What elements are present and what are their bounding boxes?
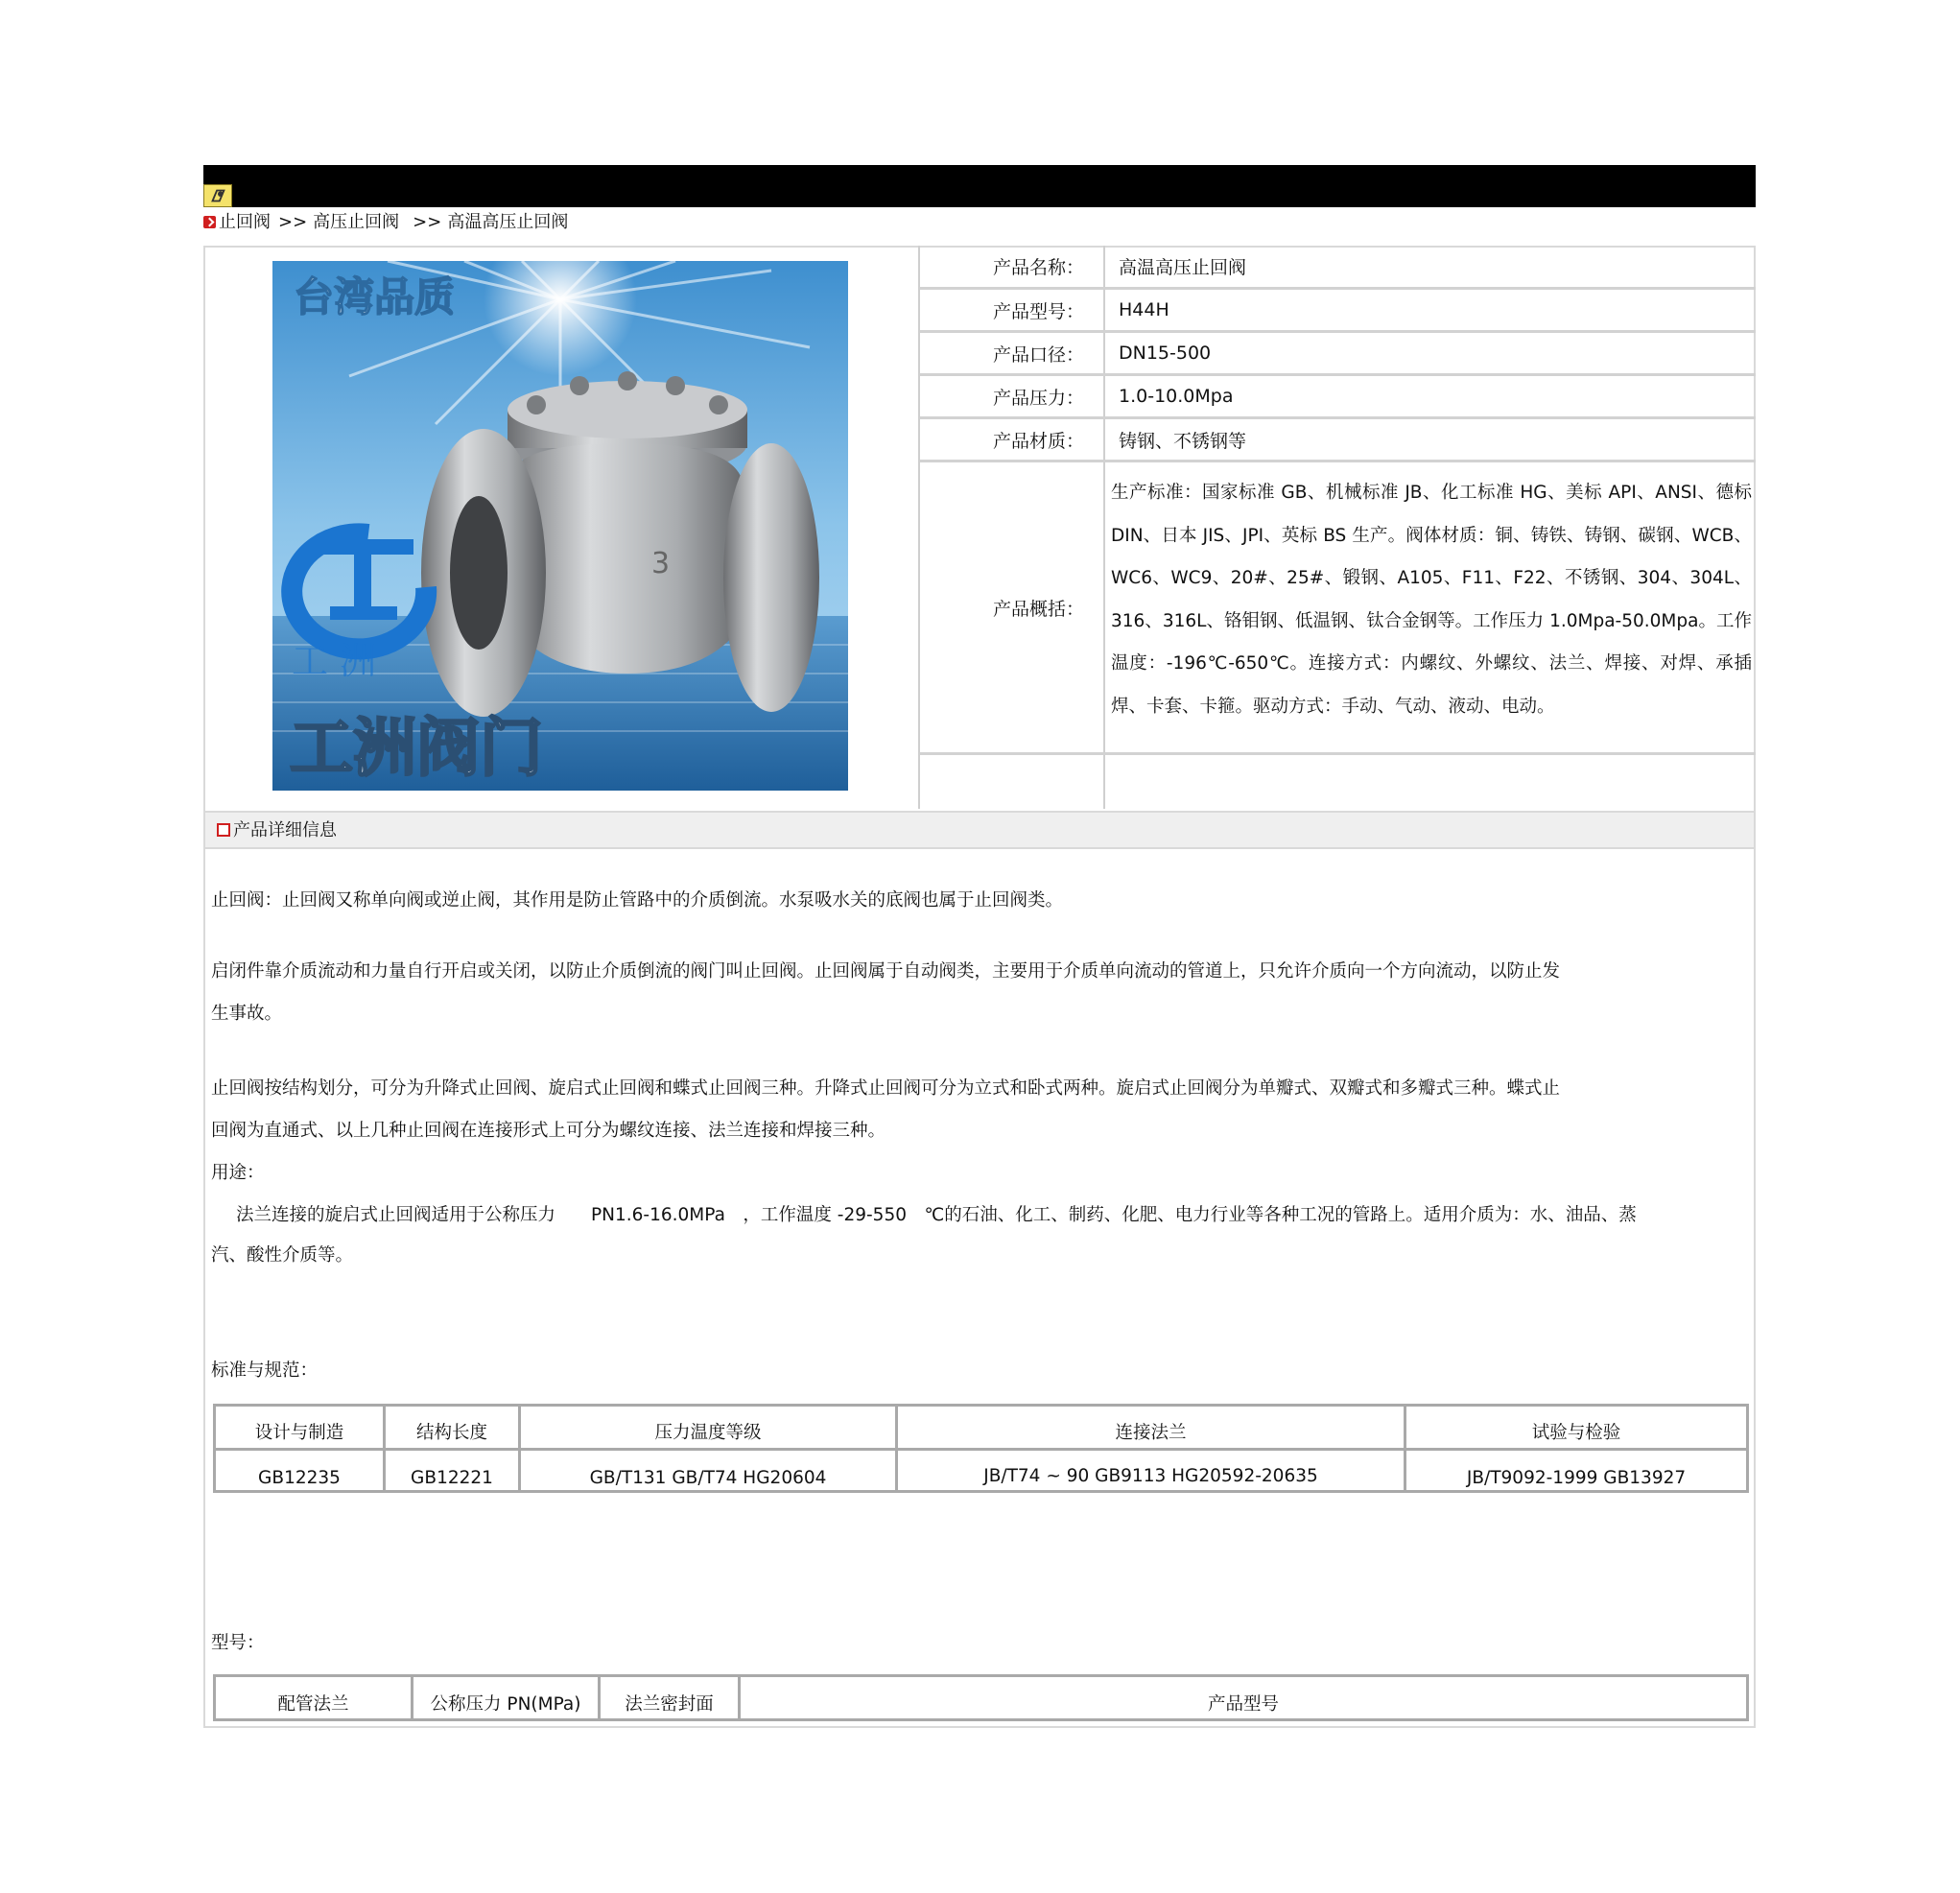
spec-row-empty — [920, 755, 1756, 809]
spec-row-model — [920, 290, 1756, 333]
spec-row-name — [920, 246, 1756, 290]
table-header-cell: 产品型号 — [1207, 1694, 1279, 1715]
table-header-cell: 配管法兰 — [216, 1677, 413, 1718]
spec-table — [918, 246, 1756, 809]
standards-title: 标准与规范： — [211, 1361, 319, 1381]
spec-label: 产品概括： — [920, 462, 1105, 752]
table-cell: JB/T9092-1999 GB13927 — [1466, 1468, 1687, 1488]
model-title: 型号： — [211, 1633, 265, 1653]
usage-paragraph: 法兰连接的旋启式止回阀适用于公称压力 PN1.6-16.0MPa ，工作温度 -29-550 ℃的石油、化工、制药、化肥、电力行业等各种工况的管路上。适用介质为：水、油品、蒸 — [236, 1205, 1637, 1225]
table-header-cell: 设计与制造 — [216, 1407, 386, 1449]
spec-value: 高温高压止回阀 — [1119, 257, 1247, 278]
detail-paragraph: 回阀为直通式、以上几种止回阀在连接形式上可分为螺纹连接、法兰连接和焊接三种。 — [211, 1121, 886, 1141]
table-header-cell: 公称压力 PN(MPa) — [413, 1677, 601, 1718]
breadcrumb-item-current[interactable]: 高温高压止回阀 — [447, 212, 569, 232]
spec-overview-text: 生产标准：国家标准 GB、机械标准 JB、化工标准 HG、美标 API、ANSI、德标 DIN、日本 JIS、JPI、英标 BS 生产。阀体材质：铜、铸铁、铸钢、碳钢、WCB、WC6、WC9、20#、25#、锻钢、A105、F11、F22、不锈钢、304、304L、316、316L、铬钼钢、低温钢、钛合金钢等。工作压力 1.0Mpa-50.0Mpa。工作温度：-196℃-650℃。连接方式：内螺纹、外螺纹、法兰、焊接、对焊、承插焊、卡套、卡箍。驱动方式：手动、气动、液动、电动。 — [1111, 483, 1752, 717]
table-header-cell: 连接法兰 — [898, 1407, 1406, 1449]
spec-value: 铸钢、不锈钢等 — [1119, 430, 1247, 452]
header-bar — [203, 165, 1756, 207]
site-logo-icon — [203, 184, 232, 207]
spec-row-material — [920, 419, 1756, 462]
usage-paragraph: 汽、酸性介质等。 — [211, 1245, 354, 1266]
spec-value: H44H — [1119, 299, 1169, 320]
breadcrumb — [203, 209, 568, 236]
standards-table — [213, 1404, 1749, 1493]
breadcrumb-separator: >> — [278, 212, 308, 232]
spec-row-diameter — [920, 333, 1756, 376]
spec-label: 产品型号： — [920, 290, 1105, 330]
svg-text:3: 3 — [651, 547, 671, 580]
model-table — [213, 1674, 1749, 1721]
detail-header-title: 产品详细信息 — [233, 820, 337, 840]
spec-label: 产品名称： — [920, 246, 1105, 287]
spec-row-pressure — [920, 376, 1756, 419]
spec-label: 产品压力： — [920, 376, 1105, 416]
detail-paragraph: 启闭件靠介质流动和力量自行开启或关闭，以防止介质倒流的阀门叫止回阀。止回阀属于自动阀类，主要用于介质单向流动的管道上，只允许介质向一个方向流动，以防止发 — [211, 961, 1561, 982]
usage-title: 用途： — [211, 1163, 265, 1183]
table-cell: GB12221 — [386, 1451, 521, 1493]
spec-label: 产品材质： — [920, 419, 1105, 460]
table-header-cell: 试验与检验 — [1531, 1423, 1621, 1443]
table-cell: GB12235 — [216, 1451, 386, 1493]
breadcrumb-item-check-valve[interactable]: 止回阀 — [219, 212, 271, 232]
detail-paragraph: 止回阀：止回阀又称单向阀或逆止阀，其作用是防止管路中的介质倒流。水泵吸水关的底阀也属于止回阀类。 — [211, 890, 1064, 911]
table-cell: JB/T74 ~ 90 GB9113 HG20592-20635 — [898, 1451, 1406, 1493]
table-header-cell: 压力温度等级 — [521, 1407, 898, 1449]
detail-header-bar — [205, 811, 1754, 849]
detail-paragraph: 生事故。 — [211, 1004, 283, 1024]
spec-row-overview — [920, 462, 1756, 755]
breadcrumb-arrow-icon — [203, 216, 216, 228]
svg-text:工洲阀门: 工洲阀门 — [290, 711, 543, 785]
detail-paragraph: 止回阀按结构划分，可分为升降式止回阀、旋启式止回阀和蝶式止回阀三种。升降式止回阀可分为立式和卧式两种。旋启式止回阀分为单瓣式、双瓣式和多瓣式三种。蝶式止 — [211, 1078, 1561, 1099]
table-cell: GB/T131 GB/T74 HG20604 — [521, 1451, 898, 1493]
spec-label: 产品口径： — [920, 333, 1105, 373]
svg-text:工 洲: 工 洲 — [292, 640, 377, 682]
spec-label-empty — [920, 755, 1105, 809]
spec-value: DN15-500 — [1119, 343, 1212, 364]
breadcrumb-item-high-pressure[interactable]: 高压止回阀 — [313, 212, 400, 232]
table-header-cell: 法兰密封面 — [601, 1677, 741, 1718]
spec-value: 1.0-10.0Mpa — [1119, 386, 1234, 407]
svg-text:台湾品质: 台湾品质 — [294, 273, 456, 320]
table-header-cell: 结构长度 — [386, 1407, 521, 1449]
product-image — [272, 261, 848, 791]
bullet-icon — [217, 823, 230, 837]
detail-header — [217, 820, 337, 841]
breadcrumb-separator: >> — [413, 212, 442, 232]
